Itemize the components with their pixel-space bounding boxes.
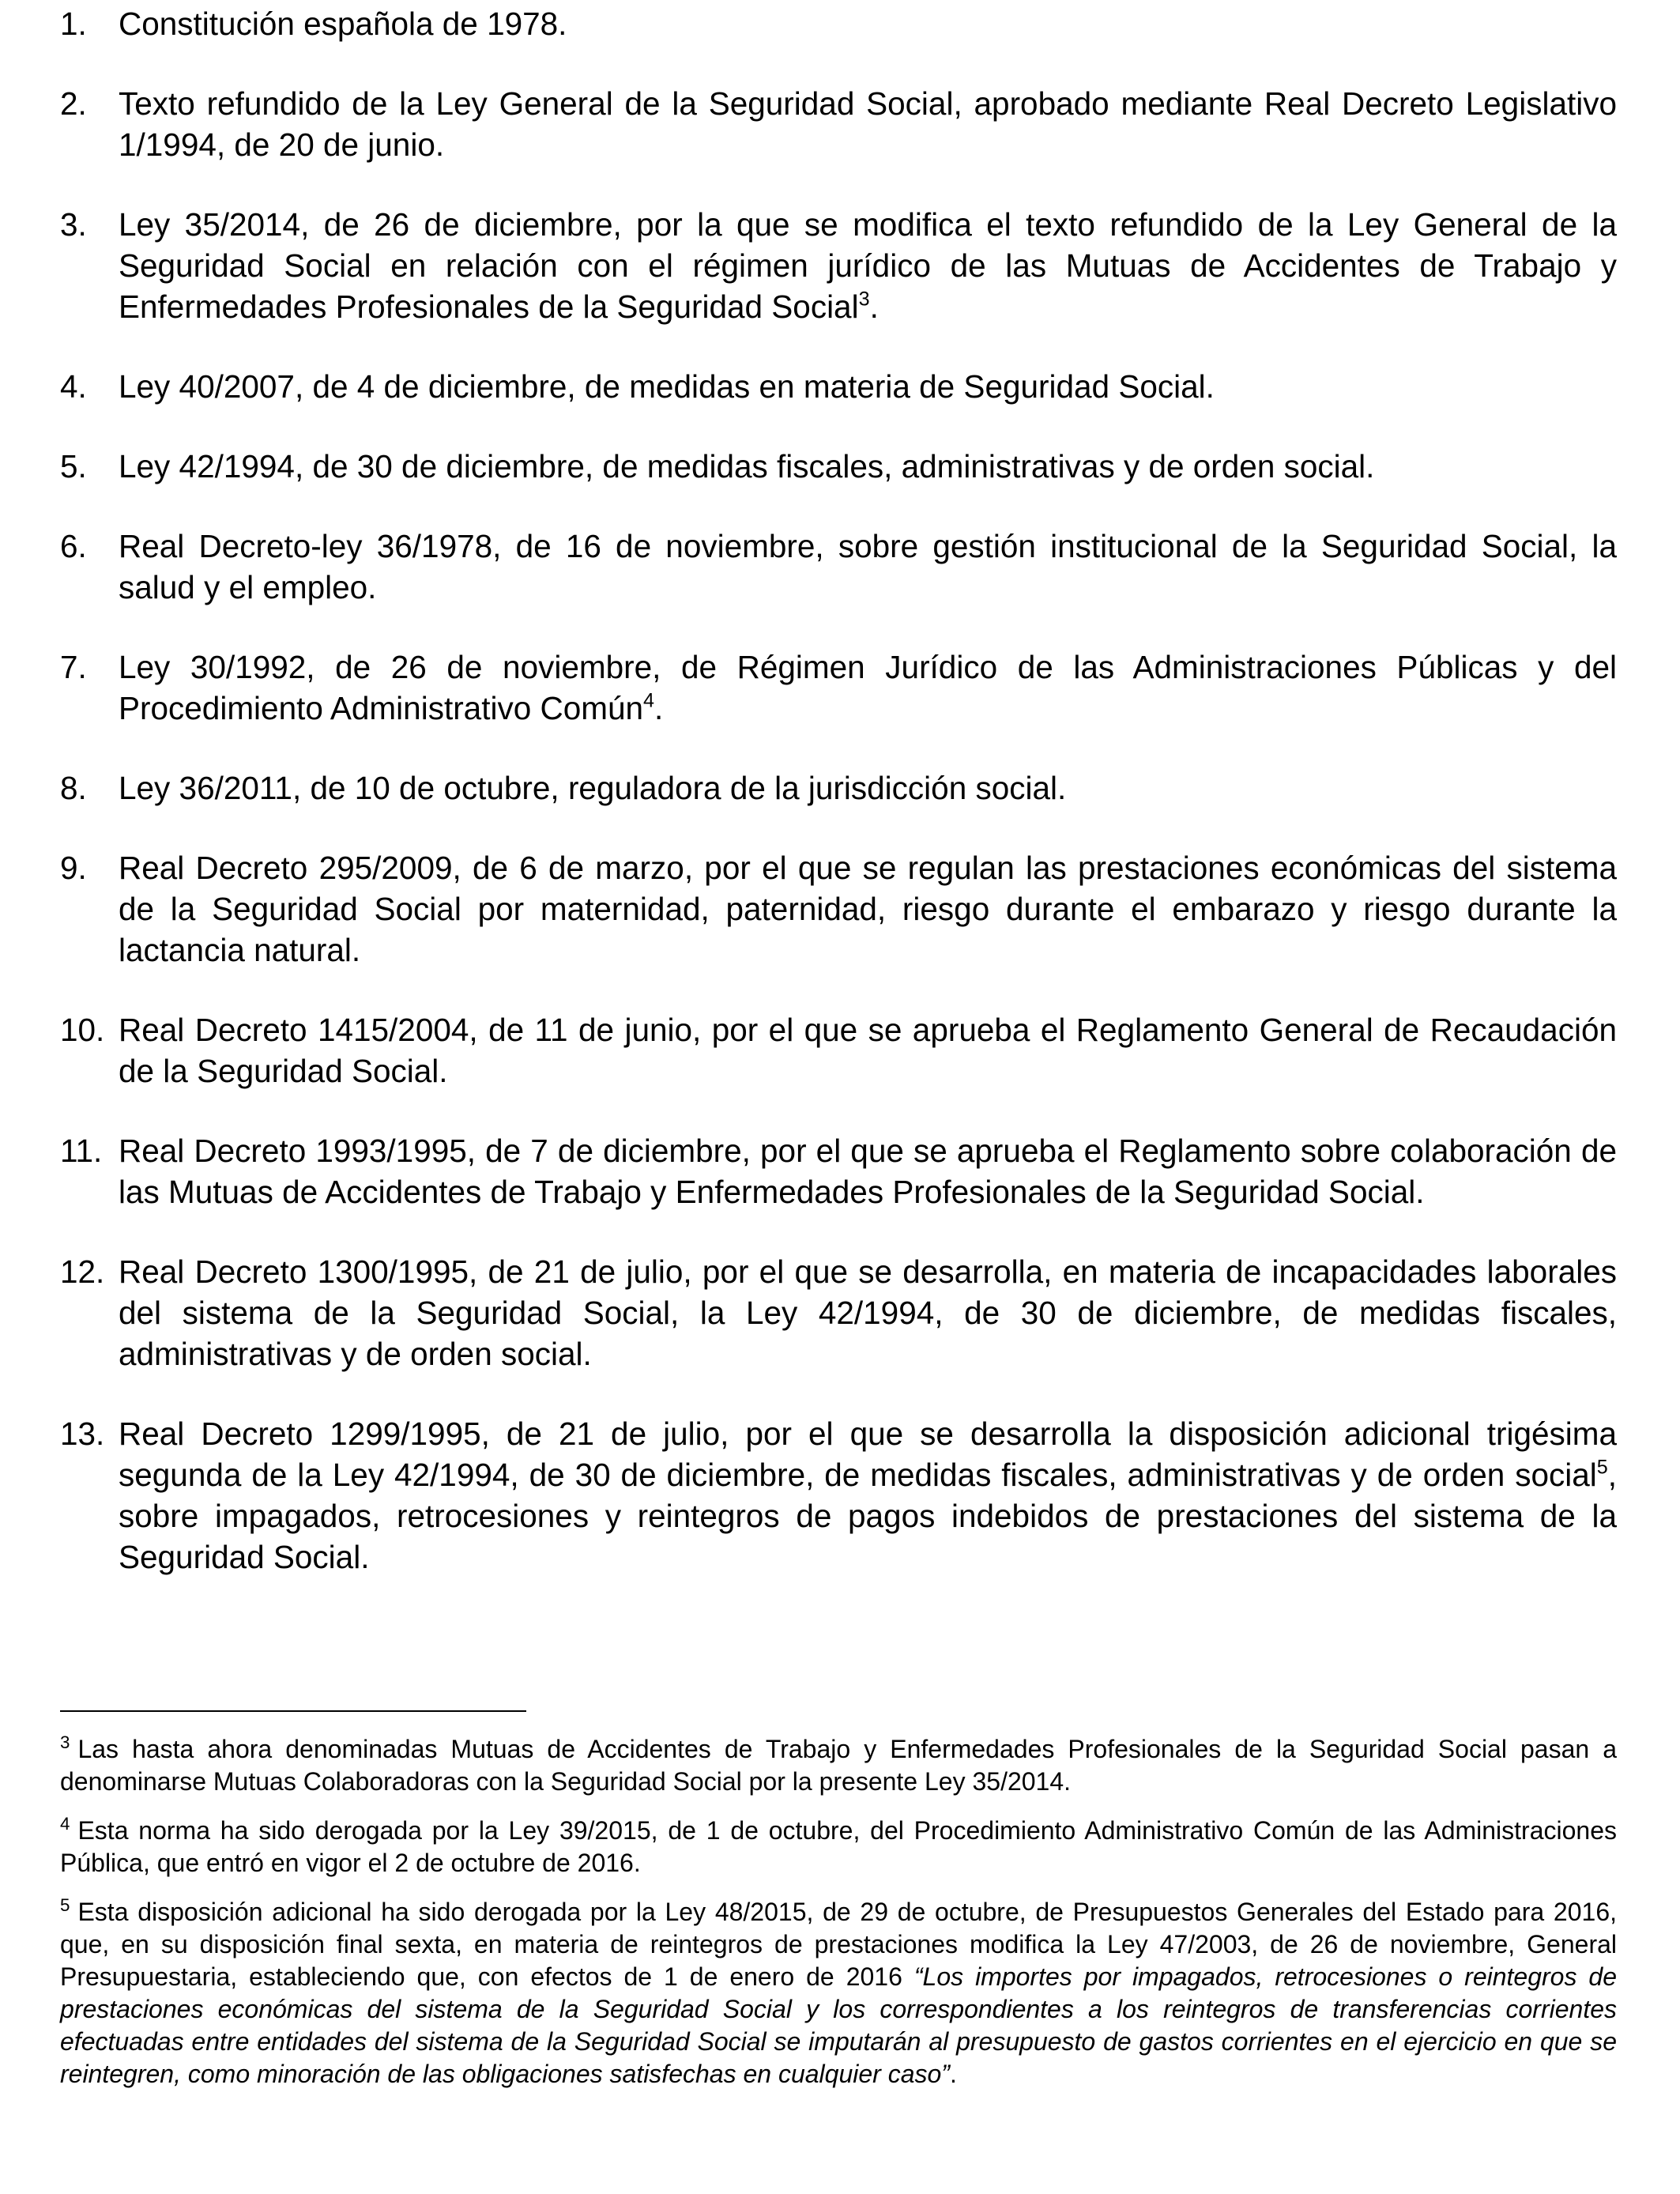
list-item <box>60 647 1617 729</box>
list-item-text: Ley 42/1994, de 30 de diciembre, de medidas fiscales, administrativas y de orden social. <box>119 448 1375 484</box>
list-item-text: Real Decreto 1300/1995, de 21 de julio, por el que se desarrolla, en materia de incapacidades laborales del sistema de la Seguridad Social, la Ley 42/1994, de 30 de diciembre, de medidas fiscales, administrativas y de orden social. <box>119 1253 1617 1372</box>
list-item-number: 4. <box>60 368 87 405</box>
list-item-text: Ley 30/1992, de 26 de noviembre, de Régimen Jurídico de las Administraciones Públicas y del Procedimiento Administrativo Común <box>119 649 1617 726</box>
list-item-number: 10. <box>60 1012 105 1048</box>
list-item <box>60 204 1617 327</box>
list-item-text: Real Decreto 1993/1995, de 7 de diciembre, por el que se aprueba el Reglamento sobre colaboración de las Mutuas de Accidentes de Trabajo y Enfermedades Profesionales de la Seguridad Social. <box>119 1133 1617 1210</box>
list-item <box>60 366 1617 407</box>
list-item-text: Real Decreto 1299/1995, de 21 de julio, por el que se desarrolla la disposición adicional trigésima segunda de la Ley 42/1994, de 30 de diciembre, de medidas fiscales, administrativas y de orden social <box>119 1416 1617 1493</box>
list-item <box>60 1130 1617 1212</box>
list-item-number: 6. <box>60 528 87 564</box>
list-item-number: 12. <box>60 1253 105 1290</box>
footnote-reference[interactable]: 4 <box>643 689 655 712</box>
list-item-number: 11. <box>60 1133 103 1169</box>
list-item-text: Real Decreto-ley 36/1978, de 16 de noviembre, sobre gestión institucional de la Seguridad Social, la salud y el empleo. <box>119 528 1617 605</box>
list-item <box>60 446 1617 487</box>
list-item-text-tail: . <box>869 288 879 325</box>
list-item-text-tail: , sobre impagados, retrocesiones y reintegros de pagos indebidos de prestaciones del sistema de la Seguridad Social. <box>119 1457 1617 1575</box>
footnote-quote: “Los importes por impagados, retrocesiones o reintegros de prestaciones económicas del sistema de la Seguridad Social y los correspondientes a los reintegros de transferencias corrientes efectuadas entre entidades del sistema de la Seguridad Social se imputarán al presupuesto de gastos corrientes en el ejercicio en que se reintegren, como minoración de las obligaciones satisfechas en cualquier caso” <box>60 1962 1618 2088</box>
list-item-number: 7. <box>60 649 87 685</box>
footnote-number: 5 <box>60 1894 70 1915</box>
list-item <box>60 3 1617 44</box>
list-item-text: Real Decreto 295/2009, de 6 de marzo, por el que se regulan las prestaciones económicas del sistema de la Seguridad Social por maternidad, paternidad, riesgo durante el embarazo y riesgo durante la lactancia natural. <box>119 850 1617 968</box>
footnote-separator <box>60 1710 526 1712</box>
list-item-text: Ley 35/2014, de 26 de diciembre, por la que se modifica el texto refundido de la Ley General de la Seguridad Social en relación con el régimen jurídico de las Mutuas de Accidentes de Trabajo y Enfermedades Profesionales de la Seguridad Social <box>119 206 1617 325</box>
list-item-text: Texto refundido de la Ley General de la Seguridad Social, aprobado mediante Real Decreto Legislativo 1/1994, de 20 de junio. <box>119 85 1617 163</box>
legislation-list <box>60 3 1617 1616</box>
list-item <box>60 847 1617 971</box>
list-item-number: 2. <box>60 85 87 122</box>
footnote-number: 4 <box>60 1813 70 1834</box>
list-item-number: 13. <box>60 1416 105 1452</box>
list-item-number: 1. <box>60 6 87 42</box>
list-item-number: 3. <box>60 206 87 243</box>
footnote-text-tail: . <box>949 2060 957 2088</box>
footnote <box>60 1896 1617 2090</box>
list-item-text: Ley 36/2011, de 10 de octubre, reguladora de la jurisdicción social. <box>119 770 1067 806</box>
list-item <box>60 526 1617 608</box>
footnote <box>60 1815 1617 1879</box>
list-item <box>60 1251 1617 1374</box>
list-item-number: 9. <box>60 850 87 886</box>
footnote <box>60 1733 1617 1798</box>
list-item-text-tail: . <box>654 690 664 726</box>
list-item-text: Real Decreto 1415/2004, de 11 de junio, por el que se aprueba el Reglamento General de Recaudación de la Seguridad Social. <box>119 1012 1617 1089</box>
footnote-text: Esta norma ha sido derogada por la Ley 39/2015, de 1 de octubre, del Procedimiento Administrativo Común de las Administraciones Pública, que entró en vigor el 2 de octubre de 2016. <box>60 1816 1617 1877</box>
list-item-text: Ley 40/2007, de 4 de diciembre, de medidas en materia de Seguridad Social. <box>119 368 1215 405</box>
list-item-number: 8. <box>60 770 87 806</box>
list-item-number: 5. <box>60 448 87 484</box>
list-item <box>60 83 1617 165</box>
footnote-reference[interactable]: 3 <box>858 288 870 311</box>
footnote-text: Las hasta ahora denominadas Mutuas de Accidentes de Trabajo y Enfermedades Profesionales de la Seguridad Social pasan a denominarse Mutuas Colaboradoras con la Seguridad Social por la presente Ley 35/2014. <box>60 1735 1617 1796</box>
footnote-number: 3 <box>60 1732 70 1752</box>
footnote-text: Esta disposición adicional ha sido derogada por la Ley 48/2015, de 29 de octubre, de Presupuestos Generales del Estado para 2016, que, en su disposición final sexta, en materia de reintegros de prestaciones modifica la Ley 47/2003, de 26 de noviembre, General Presupuestaria, estableciendo que, con efectos de 1 de enero de 2016 <box>60 1898 1617 1991</box>
list-item <box>60 1413 1617 1578</box>
list-item-text: Constitución española de 1978. <box>119 6 567 42</box>
footnote-reference[interactable]: 5 <box>1596 1456 1608 1479</box>
list-item <box>60 1009 1617 1091</box>
footnotes <box>60 1733 1617 2107</box>
list-item <box>60 767 1617 809</box>
